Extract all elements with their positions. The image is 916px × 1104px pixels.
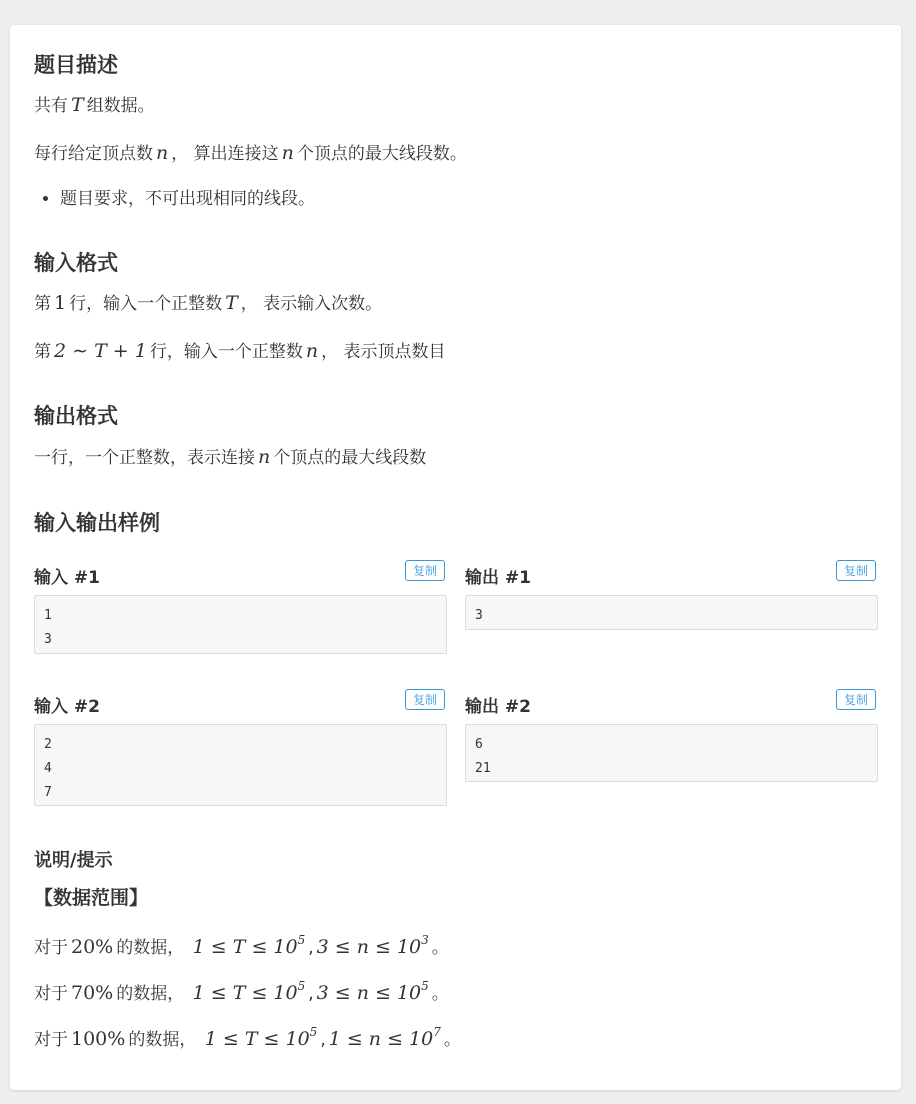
math-range: 2 ∼ T + 1 [54,340,147,362]
math-number: 1 [54,292,67,314]
hint-row-2: 对于 70% 的数据， $1 \le T \le 10^5$ , $3 \le n \le 10^5$ 。 [34,979,449,1004]
output-format-line: 一行，一个正整数，表示连接 n 个顶点的最大线段数 [34,446,427,468]
math-range-n: $3 \le n \le 10^3$ [316,933,429,958]
copy-output-2-button[interactable]: 复制 [836,689,876,710]
math-var-T: T [225,292,238,314]
samples-heading: 输入输出样例 [34,511,160,535]
math-percent: 70% [71,982,114,1004]
description-bullets [34,187,315,211]
description-line-2: 每行给定顶点数 n ， 算出连接这 n 个顶点的最大线段数。 [34,142,467,164]
code-line: 3 [475,608,483,623]
math-var-n: n [258,446,271,468]
input-format-line-2: 第 2 ∼ T + 1 行，输入一个正整数 n ， 表示顶点数目 [34,340,446,362]
sample-1-output-box [465,595,878,630]
math-var-T: T [71,94,84,116]
sample-1-input-title: 输入 #1 [34,568,100,588]
math-range-n: $1 \le n \le 10^7$ [328,1025,441,1050]
input-format-line-1: 第 1 行，输入一个正整数 T ， 表示输入次数。 [34,292,383,314]
math-percent: 20% [71,936,114,958]
math-range-T: $1 \le T \le 10^5$ [192,979,306,1004]
copy-input-2-button[interactable]: 复制 [405,689,445,710]
sample-2-input-title: 输入 #2 [34,697,100,717]
code-line: 21 [475,761,491,776]
math-var-n: n [281,142,294,164]
hint-heading: 说明/提示 [34,850,113,871]
math-range-T: $1 \le T \le 10^5$ [192,933,306,958]
math-var-n: n [156,142,169,164]
code-line: 6 [475,737,483,752]
hint-row-3: 对于 100% 的数据， $1 \le T \le 10^5$ , $1 \le n \le 10^7$ 。 [34,1025,461,1050]
code-line: 4 [44,761,52,776]
description-bullet-item: • 题目要求，不可出现相同的线段。 [60,187,315,211]
hint-row-1: 对于 20% 的数据， $1 \le T \le 10^5$ , $3 \le n \le 10^3$ 。 [34,933,449,958]
code-line: 1 [44,608,52,623]
code-line: 2 [44,737,52,752]
sample-2-output-title: 输出 #2 [465,697,531,717]
code-line: 7 [44,785,52,800]
copy-input-1-button[interactable]: 复制 [405,560,445,581]
data-range-heading: 【数据范围】 [34,887,149,909]
math-range-T: $1 \le T \le 10^5$ [204,1025,318,1050]
input-format-heading: 输入格式 [34,251,118,275]
math-var-n: n [305,340,319,362]
sample-2-output-box [465,724,878,782]
math-percent: 100% [71,1028,126,1050]
sample-2-input-box [34,724,447,806]
sample-1-input-box [34,595,447,654]
description-heading: 题目描述 [34,53,118,77]
output-format-heading: 输出格式 [34,404,118,428]
copy-output-1-button[interactable]: 复制 [836,560,876,581]
sample-1-output-title: 输出 #1 [465,568,531,588]
problem-card [10,25,901,1090]
math-range-n: $3 \le n \le 10^5$ [316,979,429,1004]
code-line: 3 [44,632,52,647]
description-line-1: 共有 T 组数据。 [34,94,155,116]
